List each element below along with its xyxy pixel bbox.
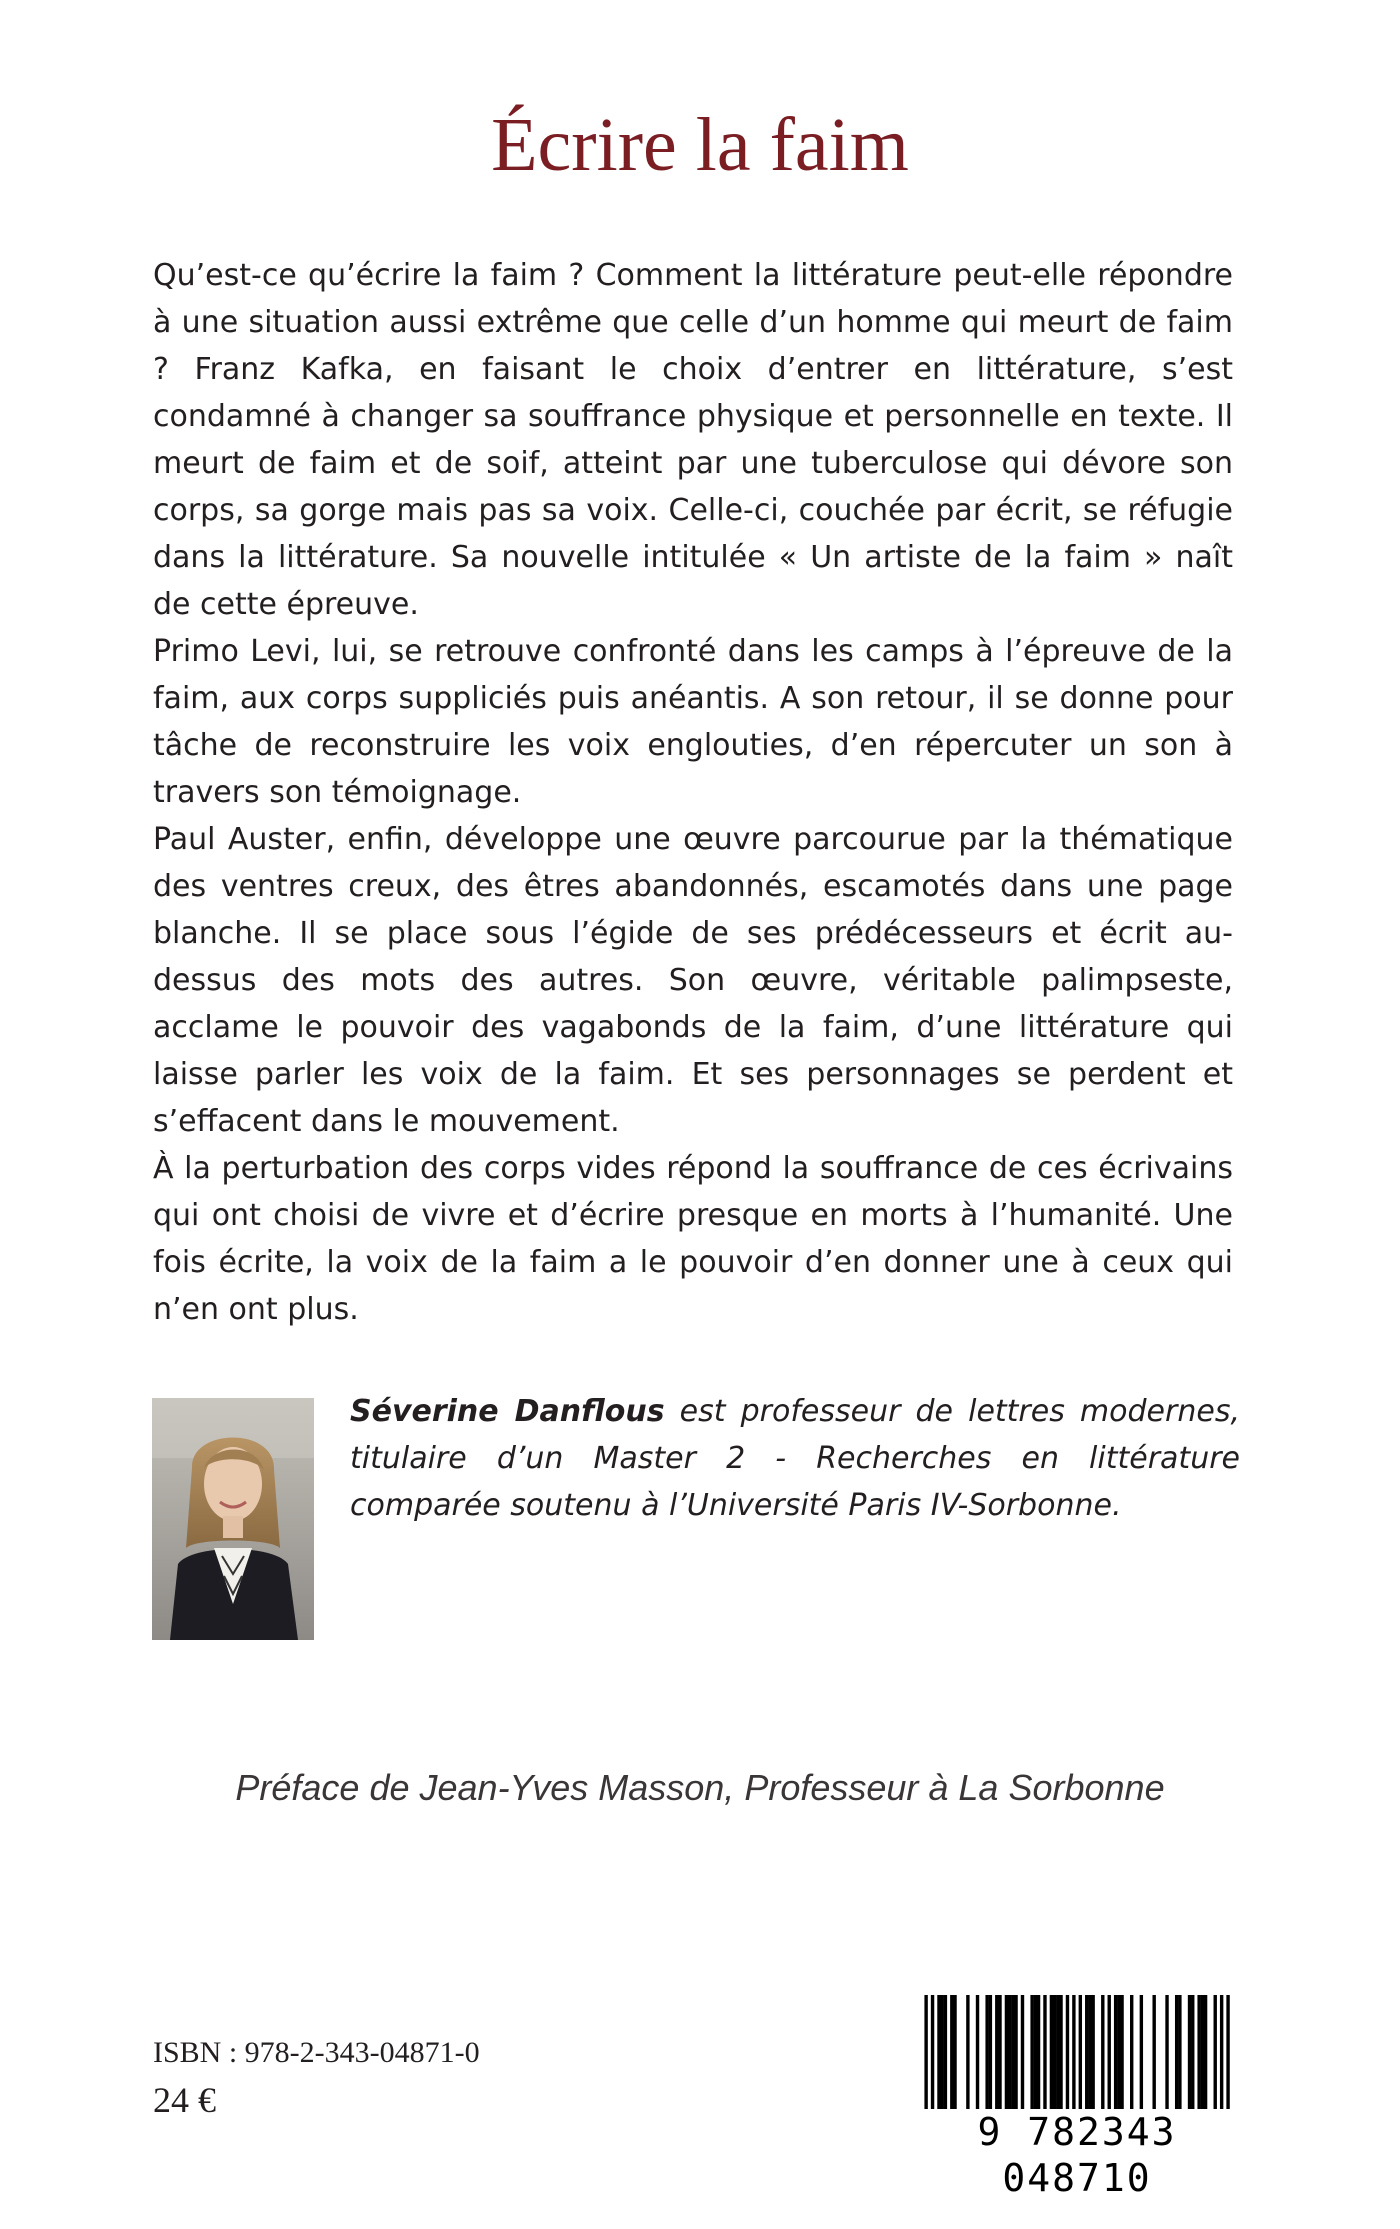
- barcode-bar: [937, 1995, 940, 2111]
- barcode-bar: [1091, 1995, 1094, 2111]
- barcode-bar: [1178, 1995, 1181, 2111]
- barcode-bar: [998, 1995, 1001, 2111]
- barcode-bar: [1140, 1995, 1143, 2111]
- barcode-bar: [1197, 1995, 1200, 2111]
- barcode-bar: [1130, 1995, 1133, 2111]
- barcode-bar: [940, 1995, 943, 2111]
- barcode-bar: [995, 1995, 998, 2111]
- author-bio: [350, 1388, 1240, 1529]
- author-bio-text: est professeur de lettres modernes, titulaire d’un Master 2 - Recherches en littérature comparée soutenu à l’Université Paris IV-Sorbonne.: [350, 1394, 1240, 1523]
- barcode-bar: [944, 1995, 947, 2111]
- blurb-paragraph-kafka: Qu’est-ce qu’écrire la faim ? Comment la littérature peut-elle répondre à une situation aussi extrême que celle d’un homme qui meurt de faim ? Franz Kafka, en faisant le choix d’entrer en littérature, s’est condamné à changer sa souffrance physique et personnelle en texte. Il meurt de faim et de soif, atteint par une tuberculose qui dévore son corps, sa gorge mais pas sa voix. Celle-ci, couchée par écrit, se réfugie dans la littérature. Sa nouvelle intitulée « Un artiste de la faim » naît de cette épreuve.: [153, 258, 1233, 622]
- barcode-bar: [1059, 1995, 1062, 2111]
- barcode-bar: [1056, 1995, 1059, 2111]
- price: 24 €: [153, 2080, 216, 2120]
- barcode-bar: [950, 1995, 953, 2111]
- book-title: Écrire la faim: [491, 103, 909, 187]
- barcode-bar: [1053, 1995, 1056, 2111]
- barcode-bar: [985, 1995, 988, 2111]
- barcode-bar: [989, 1995, 992, 2111]
- barcode-bar: [976, 1995, 979, 2111]
- barcode-bar: [1008, 1995, 1011, 2111]
- blurb-paragraph-levi: Primo Levi, lui, se retrouve confronté dans les camps à l’épreuve de la faim, aux corps suppliciés puis anéantis. A son retour, il se donne pour tâche de reconstruire les voix englouties, d’en répercuter un son à travers son témoignage.: [153, 634, 1233, 810]
- barcode-bar: [1050, 1995, 1053, 2111]
- barcode-digits: 9 782343 048710: [918, 2109, 1236, 2201]
- barcode-bar: [1005, 1995, 1008, 2111]
- barcode-bar: [1175, 1995, 1178, 2111]
- barcode-bar: [1030, 1995, 1033, 2111]
- blurb-paragraph-conclusion: À la perturbation des corps vides répond la souffrance de ces écrivains qui ont choisi de vivre et d’écrire presque en morts à l’humanité. Une fois écrite, la voix de la faim a le pouvoir d’en donner une à ceux qui n’en ont plus.: [153, 1151, 1233, 1327]
- barcode-bar: [966, 1995, 969, 2111]
- barcode-bar: [1188, 1995, 1191, 2111]
- author-photo: [152, 1398, 314, 1640]
- barcode-bar: [1152, 1995, 1155, 2111]
- barcode-bar: [1191, 1995, 1194, 2111]
- barcode-bar: [1114, 1995, 1117, 2111]
- barcode-bar: [1034, 1995, 1037, 2111]
- barcode-bar: [1101, 1995, 1104, 2111]
- author-name: Séverine Danflous: [350, 1394, 665, 1429]
- barcode-bar: [1201, 1995, 1204, 2111]
- barcode-bar: [1117, 1995, 1120, 2111]
- author-portrait-image: [152, 1398, 314, 1640]
- barcode-bar: [1066, 1995, 1069, 2111]
- barcode-bar: [1011, 1995, 1014, 2111]
- barcode-bar: [1037, 1995, 1040, 2111]
- blurb-paragraph-auster: Paul Auster, enfin, développe une œuvre parcourue par la thématique des ventres creux, des êtres abandonnés, escamotés dans une page blanche. Il se place sous l’égide de ses prédécesseurs et écrit au-dessus des mots des autres. Son œuvre, véritable palimpseste, acclame le pouvoir des vagabonds de la faim, d’une littérature qui laisse parler les voix de la faim. Et ses personnages se perdent et s’effacent dans le mouvement.: [153, 822, 1233, 1139]
- barcode-bar: [1021, 1995, 1024, 2111]
- back-cover-blurb: [153, 252, 1233, 1333]
- barcode-bar: [1088, 1995, 1091, 2111]
- barcode-bar: [1108, 1995, 1111, 2111]
- isbn: ISBN : 978-2-343-04871-0: [153, 2036, 480, 2069]
- barcode-bar: [1120, 1995, 1123, 2111]
- barcode-bar: [1043, 1995, 1046, 2111]
- barcode-bar: [1165, 1995, 1168, 2111]
- preface-credit: Préface de Jean-Yves Masson, Professeur à La Sorbonne: [235, 1767, 1165, 1808]
- barcode-bar: [953, 1995, 956, 2111]
- barcode-bar: [1014, 1995, 1017, 2111]
- barcode-bar: [1214, 1995, 1217, 2111]
- barcode-bar: [1085, 1995, 1088, 2111]
- barcode-bar: [1204, 1995, 1207, 2111]
- ean13-barcode: [918, 1993, 1236, 2200]
